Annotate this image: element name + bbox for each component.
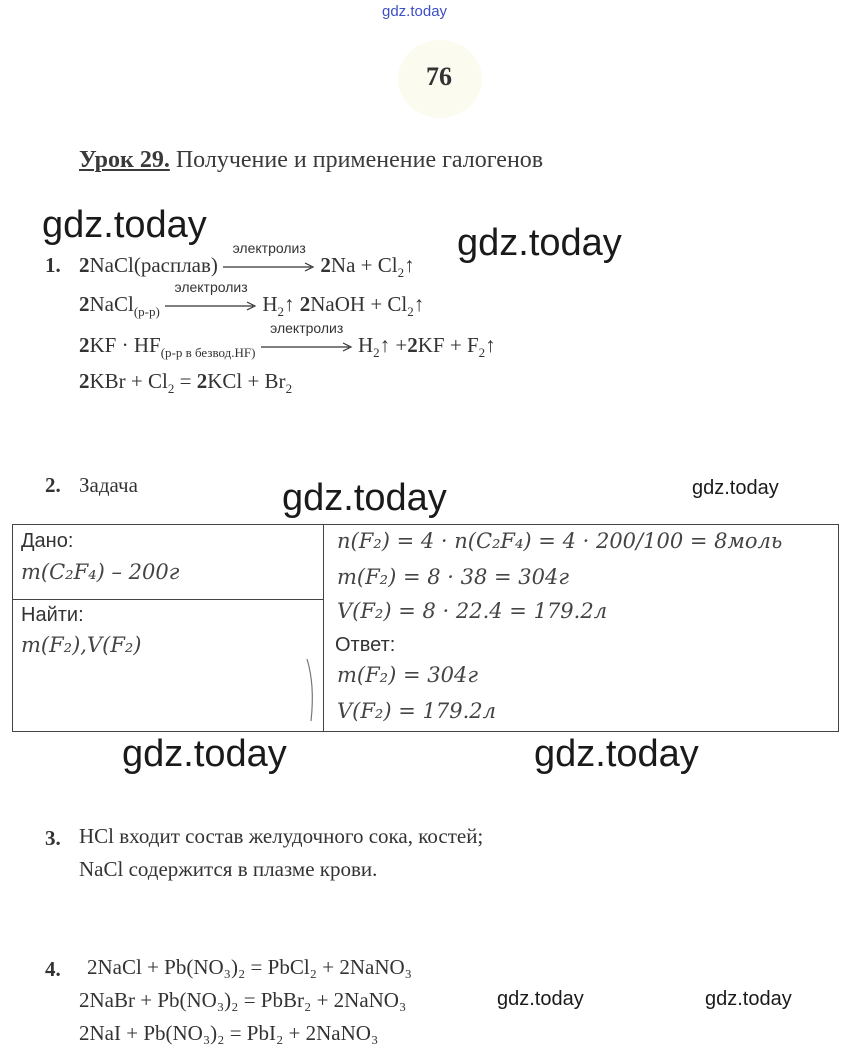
table-divider bbox=[323, 525, 324, 731]
pen-stroke bbox=[303, 655, 323, 725]
coefficient: 2 bbox=[196, 369, 208, 393]
lesson-heading bbox=[79, 147, 543, 174]
gas-arrow: ↑ bbox=[404, 253, 415, 277]
find-value: m(F₂),V(F₂) bbox=[21, 633, 142, 657]
arrow-label: электролиз bbox=[270, 320, 344, 337]
coefficient: 2 bbox=[299, 292, 311, 316]
subscript: 2 bbox=[277, 304, 284, 320]
reaction-arrow-icon bbox=[223, 240, 315, 272]
reaction-arrow-icon bbox=[165, 279, 257, 311]
subscript: 2 bbox=[167, 381, 175, 397]
solution-line: n(F₂) = 4 · n(C₂F₄) = 4 · 200/100 = 8моль bbox=[337, 529, 783, 553]
coefficient: 2 bbox=[79, 253, 90, 277]
problem-table bbox=[12, 524, 839, 732]
coefficient: 2 bbox=[320, 253, 331, 277]
arrow-label: электролиз bbox=[232, 240, 306, 257]
product: H bbox=[357, 333, 374, 357]
subscript: (р-р в безвод.HF) bbox=[160, 345, 256, 361]
watermark: gdz.today bbox=[705, 988, 792, 1010]
gas-arrow: ↑ + bbox=[379, 333, 408, 357]
text-line: HCl входит состав желудочного сока, костей; bbox=[79, 824, 484, 848]
watermark: gdz.today bbox=[282, 477, 447, 519]
subscript: 2 bbox=[407, 304, 414, 320]
solution-line: m(F₂) = 8 · 38 = 304г bbox=[337, 565, 569, 589]
reactant: NaCl(расплав) bbox=[89, 253, 218, 277]
product: KCl + Br bbox=[207, 369, 286, 393]
equation-3 bbox=[79, 320, 496, 361]
equation-1 bbox=[79, 240, 415, 281]
gas-arrow: ↑ bbox=[413, 292, 425, 316]
reactant: NaCl bbox=[89, 292, 134, 316]
equation-line: 2NaI + Pb(NO₃)₂ = PbI₂ + 2NaNO₃ bbox=[79, 1021, 379, 1045]
find-label: Найти: bbox=[21, 604, 84, 626]
coefficient: 2 bbox=[79, 369, 90, 393]
item-number: 1. bbox=[45, 253, 61, 277]
coefficient: 2 bbox=[79, 292, 90, 316]
arrow-label: электролиз bbox=[174, 279, 248, 296]
equation-line: 2NaCl + Pb(NO₃)₂ = PbCl₂ + 2NaNO₃ bbox=[87, 955, 412, 979]
equals: = bbox=[174, 369, 197, 393]
product: H bbox=[262, 292, 278, 316]
item-number: 3. bbox=[45, 826, 61, 850]
watermark: gdz.today bbox=[692, 477, 779, 499]
watermark-top: gdz.today bbox=[382, 3, 448, 20]
answer-line: m(F₂) = 304г bbox=[337, 663, 478, 687]
task-label: Задача bbox=[79, 473, 138, 497]
watermark: gdz.today bbox=[497, 988, 584, 1010]
table-divider bbox=[13, 599, 323, 600]
equation-4 bbox=[79, 369, 292, 397]
gas-arrow: ↑ bbox=[284, 292, 300, 316]
product: KF + F bbox=[417, 333, 479, 357]
given-value: m(C₂F₄) – 200г bbox=[21, 560, 180, 584]
text-line: NaCl содержится в плазме крови. bbox=[79, 857, 378, 881]
coefficient: 2 bbox=[79, 333, 90, 357]
watermark: gdz.today bbox=[122, 733, 287, 775]
reaction-arrow-icon bbox=[261, 320, 353, 352]
product: NaOH + Cl bbox=[310, 292, 408, 316]
coefficient: 2 bbox=[407, 333, 418, 357]
gas-arrow: ↑ bbox=[485, 333, 496, 357]
answer-line: V(F₂) = 179.2л bbox=[337, 699, 496, 723]
product: Na + Cl bbox=[330, 253, 398, 277]
watermark: gdz.today bbox=[534, 733, 699, 775]
reactant: KBr + Cl bbox=[89, 369, 168, 393]
lesson-title: Получение и применение галогенов bbox=[175, 147, 544, 173]
item-number: 4. bbox=[45, 957, 61, 981]
watermark: gdz.today bbox=[457, 222, 622, 264]
given-label: Дано: bbox=[21, 530, 74, 552]
solution-line: V(F₂) = 8 · 22.4 = 179.2л bbox=[337, 599, 608, 623]
item-number: 2. bbox=[45, 473, 61, 497]
subscript: 2 bbox=[478, 345, 486, 361]
lesson-label: Урок 29. bbox=[79, 147, 170, 173]
answer-label: Ответ: bbox=[335, 634, 396, 656]
subscript: 2 bbox=[373, 345, 380, 361]
reactant: KF · HF bbox=[89, 333, 161, 357]
equation-line: 2NaBr + Pb(NO₃)₂ = PbBr₂ + 2NaNO₃ bbox=[79, 988, 407, 1012]
equation-2 bbox=[79, 279, 425, 320]
subscript: 2 bbox=[397, 265, 405, 281]
subscript: (р-р) bbox=[133, 304, 160, 320]
page-number: 76 bbox=[426, 62, 452, 91]
subscript: 2 bbox=[285, 381, 293, 397]
watermark: gdz.today bbox=[42, 204, 207, 246]
